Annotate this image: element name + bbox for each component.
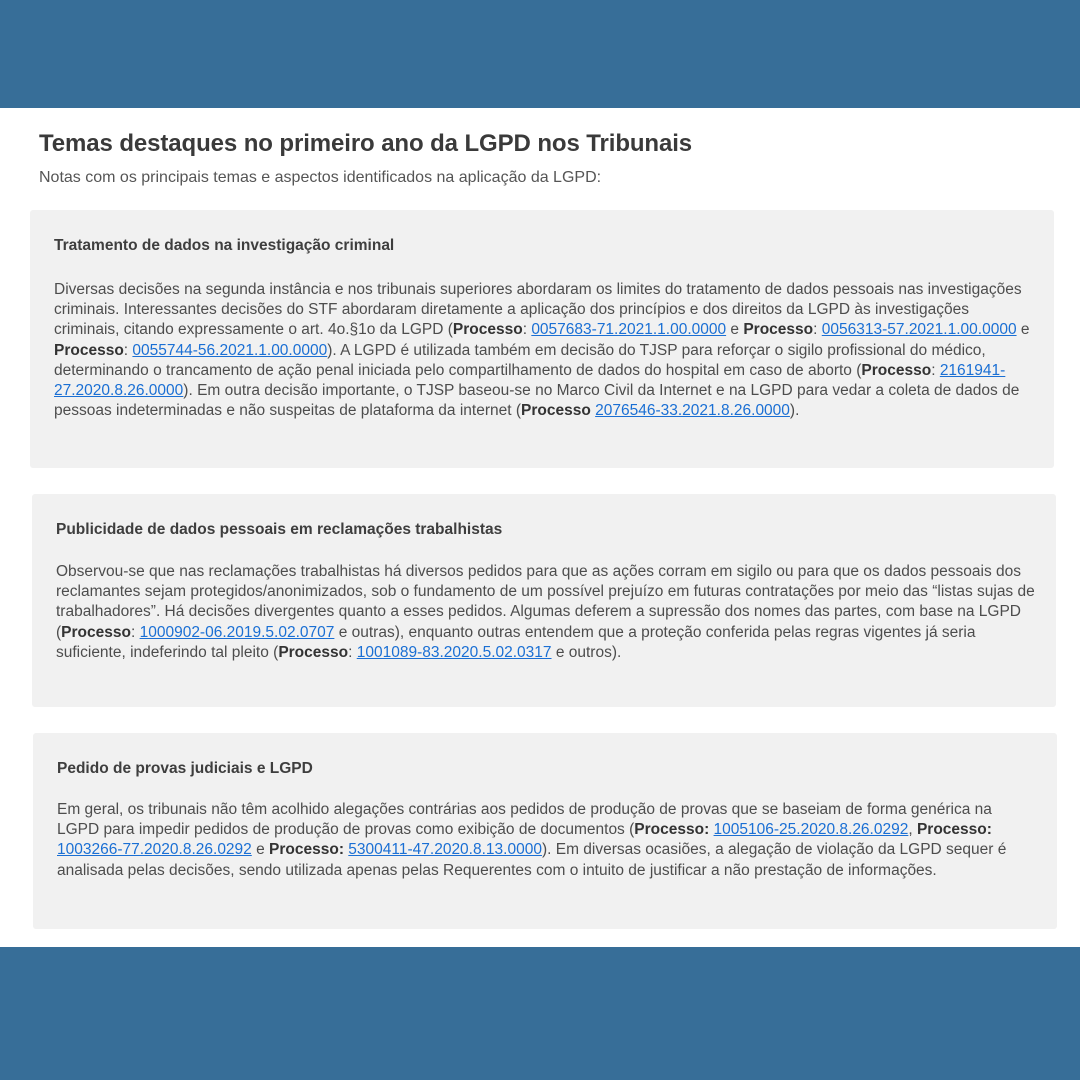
body-text: , [908, 821, 917, 839]
body-text: Diversas decisões na segunda instância e nos tribunais superiores abordaram os limites do tratamento de dados pessoais nas investigações criminais. Interessantes decisões do STF abordaram diretamente a aplicação dos princípios e dos direitos da LGPD às investigações criminais, citando expressamente o art. 4o.§1o da LGPD ( [54, 281, 1022, 339]
body-text: e outras), enquanto outras entendem que a proteção conferida pelas regras vigentes já seria suficiente, indeferindo tal pleito ( [56, 623, 976, 661]
process-label: Processo [452, 321, 523, 339]
body-text: ). Em outra decisão importante, o TJSP baseou-se no Marco Civil da Internet e na LGPD para vedar a coleta de dados de pessoas indeterminadas e não suspeitas de plataforma da internet ( [54, 382, 1020, 420]
card-title: Pedido de provas judiciais e LGPD [57, 760, 313, 777]
card-body [57, 800, 1037, 881]
topic-card-criminal-investigation [30, 210, 1054, 468]
body-text: ). A LGPD é utilizada também em decisão do TJSP para reforçar o sigilo profissional do médico, determinando o trancamento de ação penal iniciada pelo compartilhamento de dados do hospital em caso de aborto ( [54, 341, 986, 379]
process-label: Processo [521, 402, 591, 420]
body-text: : [123, 341, 133, 359]
body-text: : [931, 361, 940, 379]
process-link[interactable]: 1000902-06.2019.5.02.0707 [139, 623, 335, 641]
process-link[interactable]: 1001089-83.2020.5.02.0317 [356, 643, 552, 661]
process-link[interactable]: 0055744-56.2021.1.00.0000 [132, 341, 328, 359]
body-text: Em geral, os tribunais não têm acolhido alegações contrárias aos pedidos de produção de provas que se baseiam de forma genérica na LGPD para impedir pedidos de produção de provas como exibição de documentos ( [57, 801, 992, 839]
process-label: Processo: [634, 821, 710, 839]
body-text: ). Em diversas ocasiões, a alegação de violação da LGPD sequer é analisada pelas decisões, sendo utilizada apenas pelas Requerentes com o intuito de justificar a não prestação de informações. [57, 841, 1007, 879]
process-link[interactable]: 2161941-27.2020.8.26.0000 [54, 361, 1006, 400]
topic-card-judicial-evidence [33, 733, 1057, 929]
page-subtitle: Notas com os principais temas e aspectos identificados na aplicação da LGPD: [39, 169, 602, 186]
body-text: ). [789, 402, 800, 420]
process-link[interactable]: 0056313-57.2021.1.00.0000 [821, 321, 1017, 339]
page-title: Temas destaques no primeiro ano da LGPD nos Tribunais [39, 130, 693, 157]
card-title: Publicidade de dados pessoais em reclamações trabalhistas [56, 521, 503, 538]
process-label: Processo: [269, 841, 344, 859]
body-text: : [813, 321, 822, 339]
process-label: Processo [278, 643, 349, 661]
process-link[interactable]: 1005106-25.2020.8.26.0292 [713, 821, 909, 839]
process-label: Processo [743, 321, 814, 339]
process-label: Processo: [916, 821, 992, 839]
body-text: e [726, 321, 744, 339]
topic-card-labor-claims [32, 494, 1056, 707]
body-text: e [251, 841, 270, 859]
process-link[interactable]: 1003266-77.2020.8.26.0292 [57, 841, 252, 859]
body-text: e outros). [551, 643, 622, 661]
body-text: e [1016, 321, 1030, 339]
body-text: : [348, 643, 357, 661]
process-link[interactable]: 0057683-71.2021.1.00.0000 [531, 321, 727, 339]
process-link[interactable]: 2076546-33.2021.8.26.0000 [595, 402, 790, 420]
body-text: : [130, 623, 140, 641]
process-label: Processo [61, 623, 131, 641]
process-label: Processo [54, 341, 124, 359]
process-label: Processo [861, 361, 932, 379]
content-panel [0, 108, 1080, 947]
body-text: Observou-se que nas reclamações trabalhistas há diversos pedidos para que as ações corram em sigilo ou para que os dados pessoais dos reclamantes sejam protegidos/anonimizados, sob o fundamento de um possível prejuízo em futuras contratações por meio das “listas sujas de trabalhadores”. Há decisões divergentes quanto a esses pedidos. Algumas deferem a supressão dos nomes das partes, com base na LGPD ( [56, 563, 1035, 641]
body-text: : [522, 321, 532, 339]
card-body [56, 562, 1036, 663]
card-body [54, 280, 1034, 421]
process-link[interactable]: 5300411-47.2020.8.13.0000 [348, 841, 542, 859]
card-title: Tratamento de dados na investigação criminal [54, 237, 395, 254]
